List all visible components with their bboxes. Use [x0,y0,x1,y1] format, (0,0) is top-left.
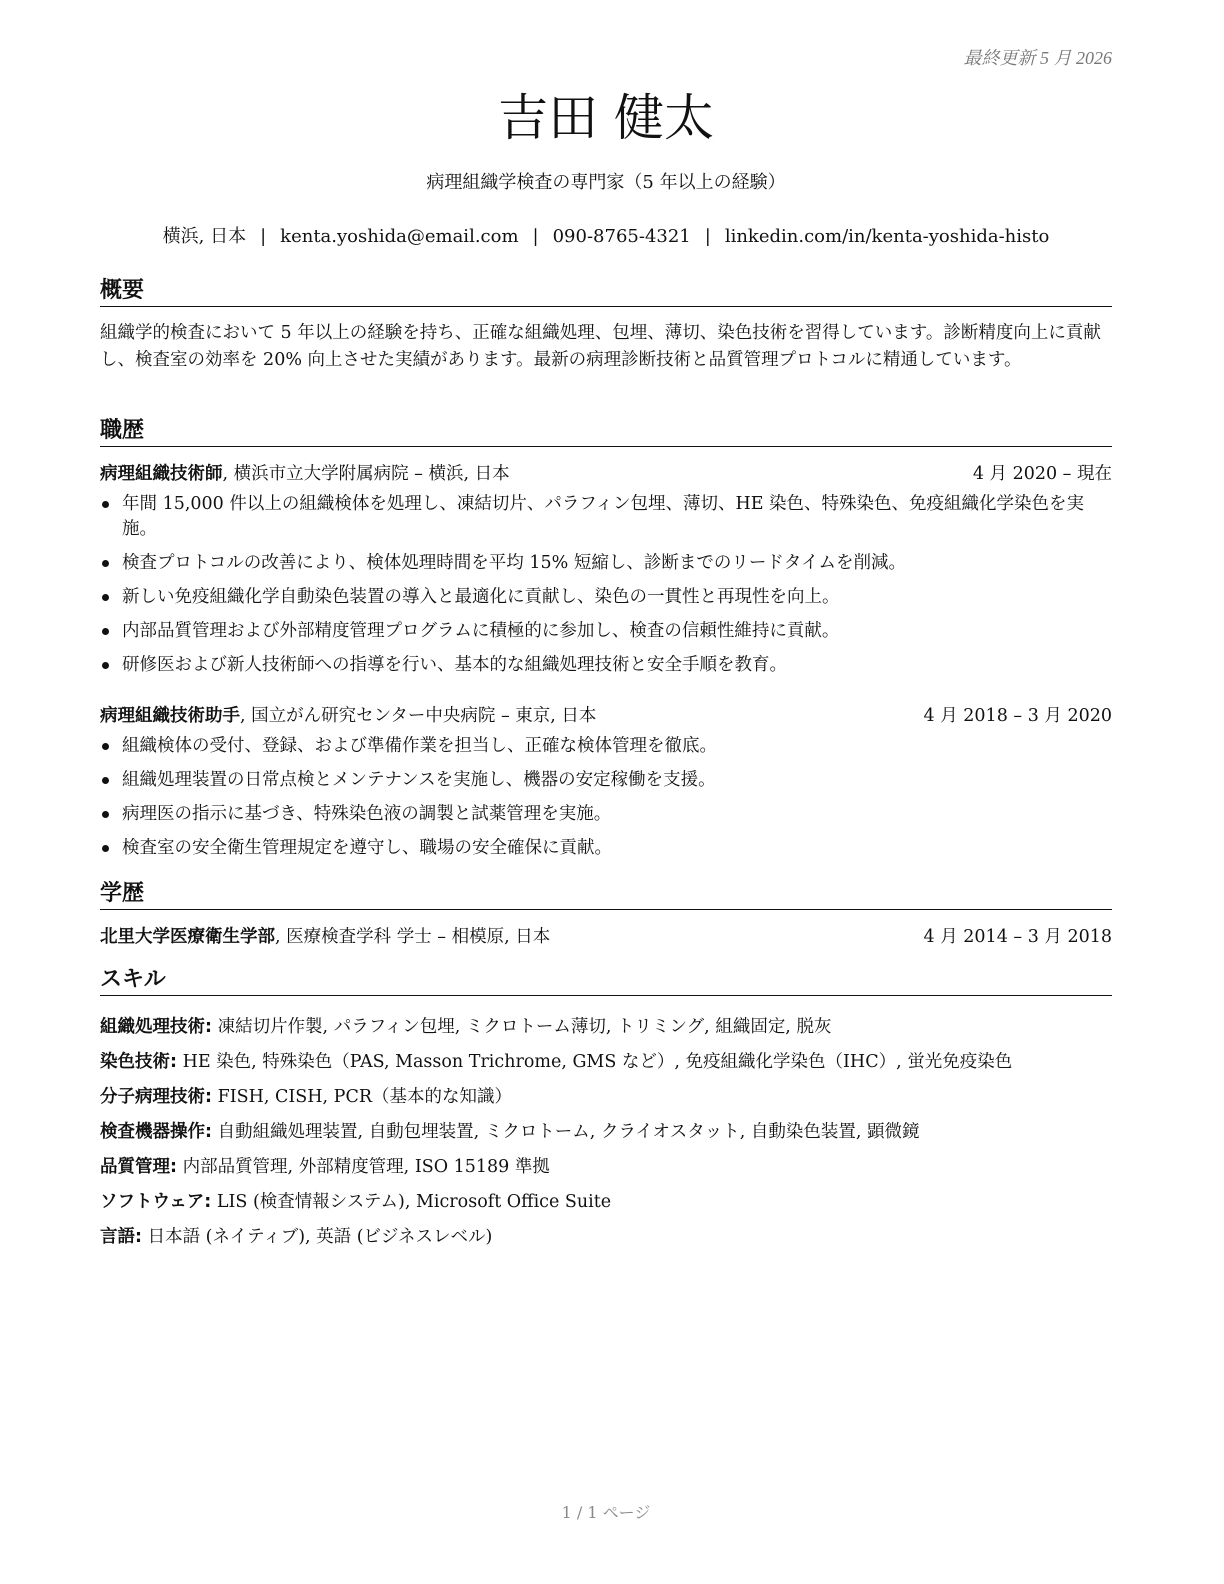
section-title-skills: スキル [100,966,1112,996]
skill-value: LIS (検査情報システム), Microsoft Office Suite [211,1192,612,1212]
skill-value: 内部品質管理, 外部精度管理, ISO 15189 準拠 [177,1157,550,1177]
skill-value: HE 染色, 特殊染色（PAS, Masson Trichrome, GMS など）, 免疫組織化学染色（IHC）, 蛍光免疫染色 [177,1052,1013,1072]
skill-value: 凍結切片作製, パラフィン包埋, ミクロトーム薄切, トリミング, 組織固定, 脱灰 [212,1017,832,1037]
skill-value: 日本語 (ネイティブ), 英語 (ビジネスレベル) [142,1227,493,1247]
list-item: 内部品質管理および外部精度管理プログラムに積極的に参加し、検査の信頼性維持に貢献。 [100,619,1112,644]
education-entry [100,924,1112,950]
skill-label: ソフトウェア: [100,1192,212,1212]
contact-linkedin[interactable]: linkedin.com/in/kenta-yoshida-histo [724,226,1050,247]
contact-separator: | [260,226,267,247]
skill-row [100,1150,1112,1185]
page-number: 1 / 1 ページ [561,1503,651,1522]
section-title-experience: 職歴 [100,417,1112,447]
job-title-line [100,703,596,729]
skill-label: 分子病理技術: [100,1087,212,1107]
skill-row [100,1185,1112,1220]
job-header-1 [100,461,1112,487]
education-dates: 4 月 2014 – 3 月 2018 [923,927,1112,947]
skills-list [100,1010,1112,1255]
job-dates: 4 月 2020 – 現在 [972,464,1112,484]
list-item: 組織検体の受付、登録、および準備作業を担当し、正確な検体管理を徹底。 [100,734,1112,759]
skill-row [100,1010,1112,1045]
contact-separator: | [704,226,711,247]
contact-email[interactable]: kenta.yoshida@email.com [280,226,519,247]
job-org: , 横浜市立大学附属病院 – 横浜, 日本 [222,464,510,484]
education-school: 北里大学医療衛生学部 [100,927,275,947]
tagline: 病理組織学検査の専門家（5 年以上の経験） [426,172,786,193]
skill-label: 検査機器操作: [100,1122,212,1142]
list-item: 新しい免疫組織化学自動染色装置の導入と最適化に貢献し、染色の一貫性と再現性を向上。 [100,585,1112,610]
skill-label: 組織処理技術: [100,1017,212,1037]
job-role: 病理組織技術助手 [100,706,240,726]
education-line [100,924,550,950]
contact-phone[interactable]: 090-8765-4321 [552,226,691,247]
summary-text: 組織学的検査において 5 年以上の経験を持ち、正確な組織処理、包埋、薄切、染色技術を習得しています。診断精度向上に貢献し、検査室の効率を 20% 向上させた実績があります。最新の病理診断技術と品質管理プロトコルに精通しています。 [100,323,1101,370]
candidate-name: 吉田 健太 [498,89,714,147]
skill-label: 言語: [100,1227,142,1247]
skill-value: 自動組織処理装置, 自動包埋装置, ミクロトーム, クライオスタット, 自動染色装置, 顕微鏡 [212,1122,920,1142]
contact-location: 横浜, 日本 [162,226,247,247]
job-org: , 国立がん研究センター中央病院 – 東京, 日本 [240,706,597,726]
skill-label: 品質管理: [100,1157,177,1177]
list-item: 検査プロトコルの改善により、検体処理時間を平均 15% 短縮し、診断までのリードタイムを削減。 [100,551,1112,576]
list-item: 組織処理装置の日常点検とメンテナンスを実施し、機器の安定稼働を支援。 [100,768,1112,793]
list-item: 年間 15,000 件以上の組織検体を処理し、凍結切片、パラフィン包埋、薄切、HE 染色、特殊染色、免疫組織化学染色を実施。 [100,492,1112,542]
skill-row [100,1115,1112,1150]
skill-label: 染色技術: [100,1052,177,1072]
skill-value: FISH, CISH, PCR（基本的な知識） [212,1087,513,1107]
section-title-summary: 概要 [100,277,1112,307]
contact-line [100,224,1112,250]
job-dates: 4 月 2018 – 3 月 2020 [923,706,1112,726]
last-updated: 最終更新 5 月 2026 [963,48,1112,68]
job-header-2 [100,703,1112,729]
skill-row [100,1220,1112,1255]
section-title-education: 学歴 [100,880,1112,910]
education-detail: , 医療検査学科 学士 – 相模原, 日本 [275,927,551,947]
contact-separator: | [532,226,539,247]
list-item: 検査室の安全衛生管理規定を遵守し、職場の安全確保に貢献。 [100,836,1112,861]
job-title-line [100,461,510,487]
list-item: 病理医の指示に基づき、特殊染色液の調製と試薬管理を実施。 [100,802,1112,827]
job-role: 病理組織技術師 [100,464,223,484]
job-bullets-1 [100,492,1112,687]
skill-row [100,1045,1112,1080]
skill-row [100,1080,1112,1115]
job-bullets-2 [100,734,1112,870]
list-item: 研修医および新人技術師への指導を行い、基本的な組織処理技術と安全手順を教育。 [100,653,1112,678]
